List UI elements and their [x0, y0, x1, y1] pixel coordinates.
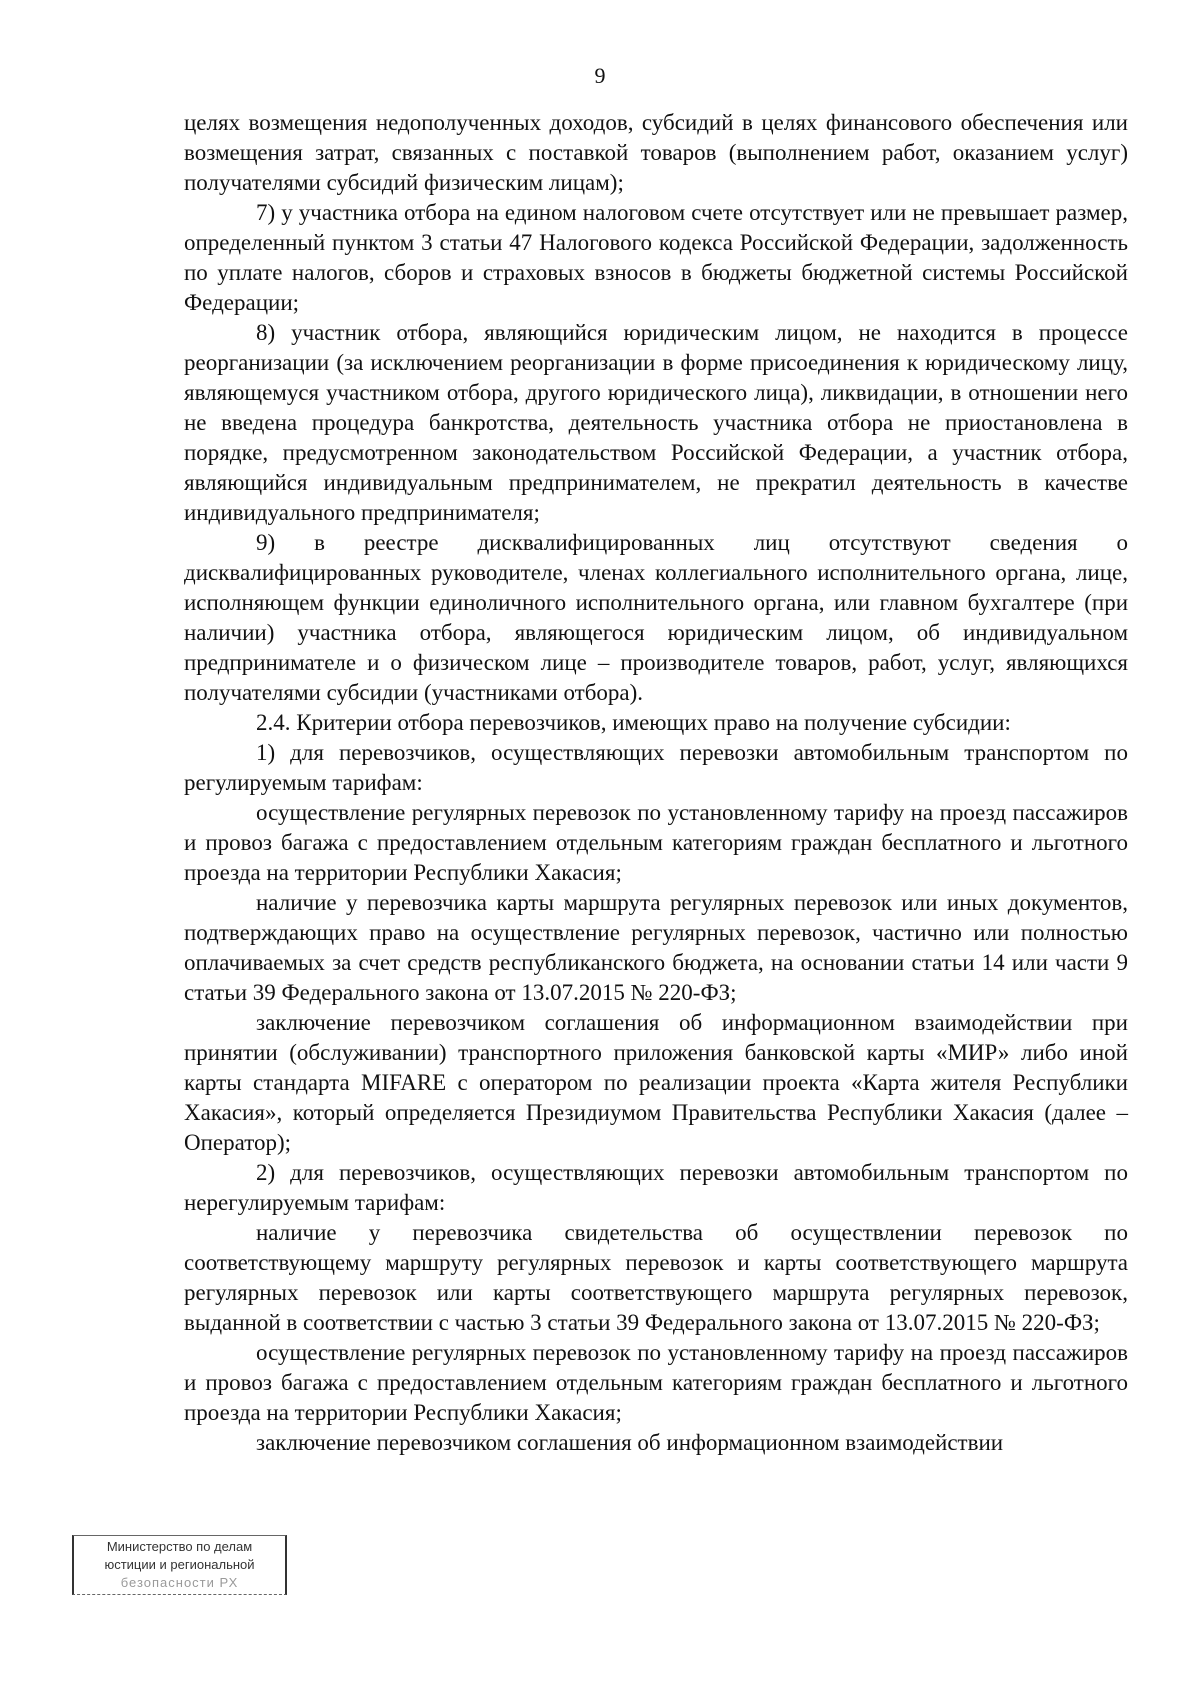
registration-stamp: [72, 1535, 287, 1595]
paragraph-section-2-4: 2.4. Критерии отбора перевозчиков, имеющих право на получение субсидии:: [256, 710, 1011, 735]
paragraph-criteria-2: 2) для перевозчиков, осуществляющих перевозки автомобильным транспортом по нерегулируемым тарифам:: [184, 1160, 1128, 1215]
paragraph-item-7: 7) у участника отбора на едином налоговом счете отсутствует или не превышает размер, определенный пунктом 3 статьи 47 Налогового кодекса Российской Федерации, задолженность по уплате налогов, сборов и страховых взносов в бюджеты бюджетной системы Российской Федерации;: [184, 200, 1128, 315]
paragraph-criteria-2-agreement: заключение перевозчиком соглашения об информационном взаимодействии: [256, 1430, 1004, 1455]
paragraph-criteria-1-regular-transport: осуществление регулярных перевозок по установленному тарифу на проезд пассажиров и провоз багажа с предоставлением отдельным категориям граждан бесплатного и льготного проезда на территории Республики Хакасия;: [184, 800, 1128, 885]
paragraph-criteria-2-regular-transport: осуществление регулярных перевозок по установленному тарифу на проезд пассажиров и провоз багажа с предоставлением отдельным категориям граждан бесплатного и льготного проезда на территории Республики Хакасия;: [184, 1340, 1128, 1425]
stamp-line-3: безопасности РХ: [120, 1575, 239, 1590]
page-number: 9: [594, 63, 606, 88]
document-body: [184, 108, 1128, 1458]
paragraph-continuation: целях возмещения недополученных доходов, субсидий в целях финансового обеспечения или возмещения затрат, связанных с поставкой товаров (выполнением работ, оказанием услуг) получателями субсидий физическим лицам);: [184, 110, 1128, 195]
paragraph-item-8: 8) участник отбора, являющийся юридическим лицом, не находится в процессе реорганизации (за исключением реорганизации в форме присоединения к юридическому лицу, являющемуся участником отбора, другого юридического лица), ликвидации, в отношении него не введена процедура банкротства, деятельность участника отбора не приостановлена в порядке, предусмотренном законодательством Российской Федерации, а участник отбора, являющийся индивидуальным предпринимателем, не прекратил деятельность в качестве индивидуального предпринимателя;: [184, 320, 1128, 525]
paragraph-item-9: 9) в реестре дисквалифицированных лиц отсутствуют сведения о дисквалифицированных руководителе, членах коллегиального исполнительного органа, лице, исполняющем функции единоличного исполнительного органа, или главном бухгалтере (при наличии) участника отбора, являющегося юридическим лицом, об индивидуальном предпринимателе и о физическом лице – производителе товаров, работ, услуг, являющихся получателями субсидии (участниками отбора).: [184, 530, 1128, 705]
stamp-line-2: юстиции и региональной: [104, 1557, 255, 1572]
paragraph-criteria-2-certificate: наличие у перевозчика свидетельства об осуществлении перевозок по соответствующему маршруту регулярных перевозок и карты соответствующего маршрута регулярных перевозок или карты соответствующего маршрута регулярных перевозок, выданной в соответствии с частью 3 статьи 39 Федерального закона от 13.07.2015 № 220-ФЗ;: [184, 1220, 1128, 1335]
paragraph-criteria-1-route-card: наличие у перевозчика карты маршрута регулярных перевозок или иных документов, подтверждающих право на осуществление регулярных перевозок, частично или полностью оплачиваемых за счет средств республиканского бюджета, на основании статьи 14 или части 9 статьи 39 Федерального закона от 13.07.2015 № 220-ФЗ;: [184, 890, 1128, 1005]
stamp-line-1: Министерство по делам: [106, 1539, 253, 1554]
paragraph-criteria-1-agreement: заключение перевозчиком соглашения об информационном взаимодействии при принятии (обслуживании) транспортного приложения банковской карты «МИР» либо иной карты стандарта MIFARE с оператором по реализации проекта «Карта жителя Республики Хакасия», который определяется Президиумом Правительства Республики Хакасия (далее – Оператор);: [184, 1010, 1128, 1155]
paragraph-criteria-1: 1) для перевозчиков, осуществляющих перевозки автомобильным транспортом по регулируемым тарифам:: [184, 740, 1128, 795]
